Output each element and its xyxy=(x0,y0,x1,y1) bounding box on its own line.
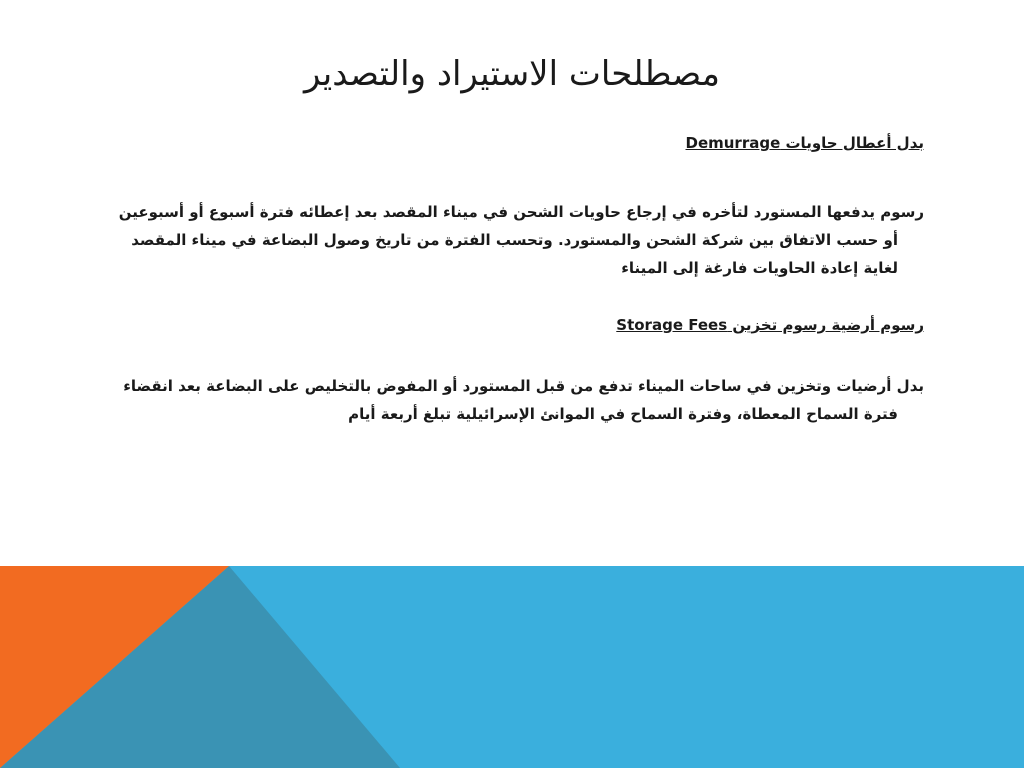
storage-fees-heading: رسوم أرضية رسوم تخزين Storage Fees xyxy=(616,316,924,334)
demurrage-heading: بدل أعطال حاويات Demurrage xyxy=(685,134,924,152)
slide-content xyxy=(100,128,924,428)
storage-fees-paragraph: بدل أرضيات وتخزين في ساحات الميناء تدفع من قبل المستورد أو المفوض بالتخليص على البضاعة بعد انقضاء فترة السماح المعطاة، وفترة السماح في الموانئ الإسرائيلية تبلغ أربعة أيام xyxy=(123,377,924,423)
decorative-footer-shapes xyxy=(0,566,1024,768)
demurrage-paragraph: رسوم يدفعها المستورد لتأخره في إرجاع حاويات الشحن في ميناء المقصد بعد إعطائه فترة أسبوع أو أسبوعين أو حسب الاتفاق بين شركة الشحن والمستورد. وتحسب الفترة من تاريخ وصول البضاعة في ميناء المقصد لغاية إعادة الحاويات فارغة إلى الميناء xyxy=(118,203,924,277)
slide-title: مصطلحات الاستيراد والتصدير xyxy=(303,54,720,94)
